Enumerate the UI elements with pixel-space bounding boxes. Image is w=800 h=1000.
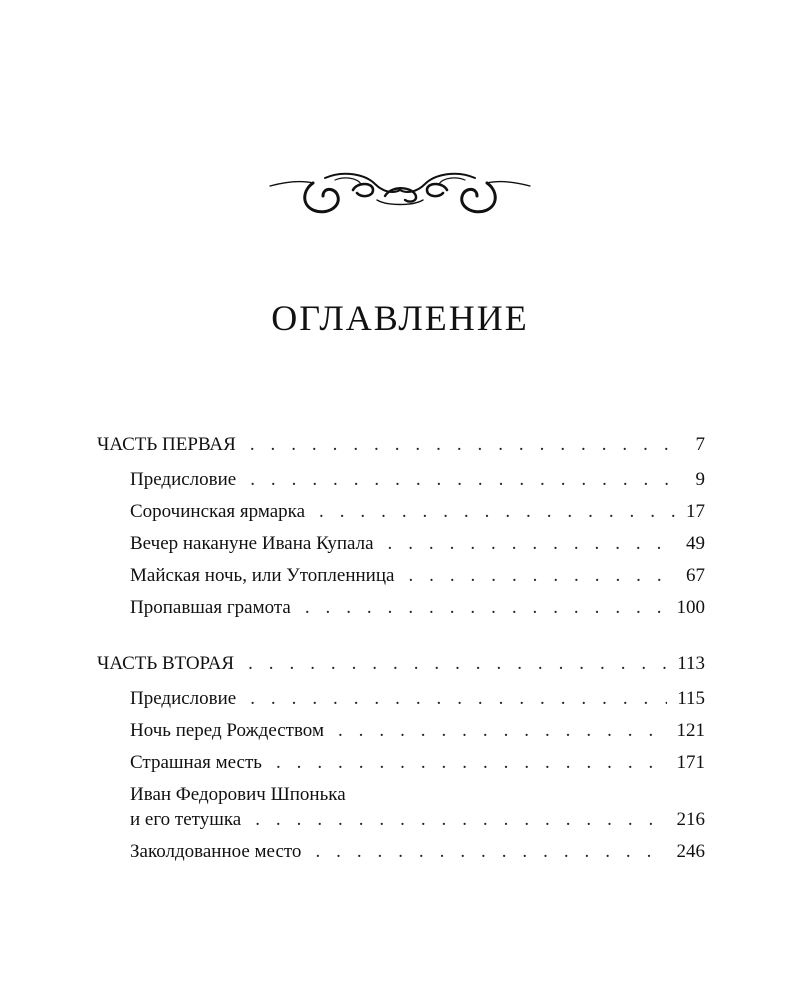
toc-part-label: ЧАСТЬ ВТОРАЯ [97, 653, 235, 674]
toc-item[interactable] [130, 719, 705, 743]
toc-page-number: 9 [695, 469, 705, 490]
toc-leader-dots [250, 433, 675, 457]
page-title: ОГЛАВЛЕНИЕ [271, 298, 529, 338]
toc-leader-dots [305, 596, 667, 620]
toc-leader-dots [250, 468, 675, 492]
toc-item-label: Ночь перед Рождеством [130, 720, 324, 741]
toc-page-number: 7 [695, 434, 705, 455]
toc-leader-dots [319, 500, 675, 524]
toc-item-label: Вечер накануне Ивана Купала [130, 533, 374, 554]
toc-item[interactable] [130, 596, 705, 620]
toc-page-number: 115 [677, 688, 705, 709]
toc-item[interactable] [130, 840, 705, 864]
toc-item-label: Заколдованное место [130, 841, 302, 862]
toc-item-label: Предисловие [130, 469, 237, 490]
toc-part-1[interactable] [97, 433, 705, 457]
toc-leader-dots [388, 532, 675, 556]
toc-item-label: Предисловие [130, 688, 237, 709]
toc-page-number: 246 [676, 841, 705, 862]
toc-leader-dots [315, 840, 666, 864]
toc-item-label: Майская ночь, или Утопленница [130, 565, 395, 586]
toc-item-label: Страшная месть [130, 752, 262, 773]
toc-part-2[interactable] [97, 652, 705, 676]
toc-page-number: 113 [677, 653, 705, 674]
toc-page-number: 216 [676, 809, 705, 830]
toc-leader-dots [255, 808, 666, 832]
toc-leader-dots [248, 652, 667, 676]
toc-item[interactable] [130, 468, 705, 492]
toc-page-number: 121 [676, 720, 705, 741]
toc-item[interactable] [130, 532, 705, 556]
toc-item[interactable] [130, 500, 705, 524]
toc-item-label: Пропавшая грамота [130, 597, 291, 618]
toc-item[interactable] [130, 808, 705, 832]
toc-page-number: 49 [686, 533, 705, 554]
toc-page-number: 67 [686, 565, 705, 586]
toc-leader-dots [408, 564, 675, 588]
toc-leader-dots [250, 687, 667, 711]
toc-leader-dots [338, 719, 667, 743]
toc-item[interactable] [130, 751, 705, 775]
toc-item-label: Сорочинская ярмарка [130, 501, 306, 522]
toc-page-number: 171 [676, 752, 705, 773]
toc-part-label: ЧАСТЬ ПЕРВАЯ [97, 434, 236, 455]
toc-page-number: 17 [686, 501, 705, 522]
flourish-ornament-icon [265, 160, 535, 230]
toc-item[interactable] [130, 564, 705, 588]
toc-page-number: 100 [676, 597, 705, 618]
toc-leader-dots [276, 751, 667, 775]
toc-item-label-line1[interactable]: Иван Федорович Шпонька [130, 784, 346, 805]
toc-item-label: и его тетушка [130, 809, 242, 830]
toc-item[interactable] [130, 687, 705, 711]
